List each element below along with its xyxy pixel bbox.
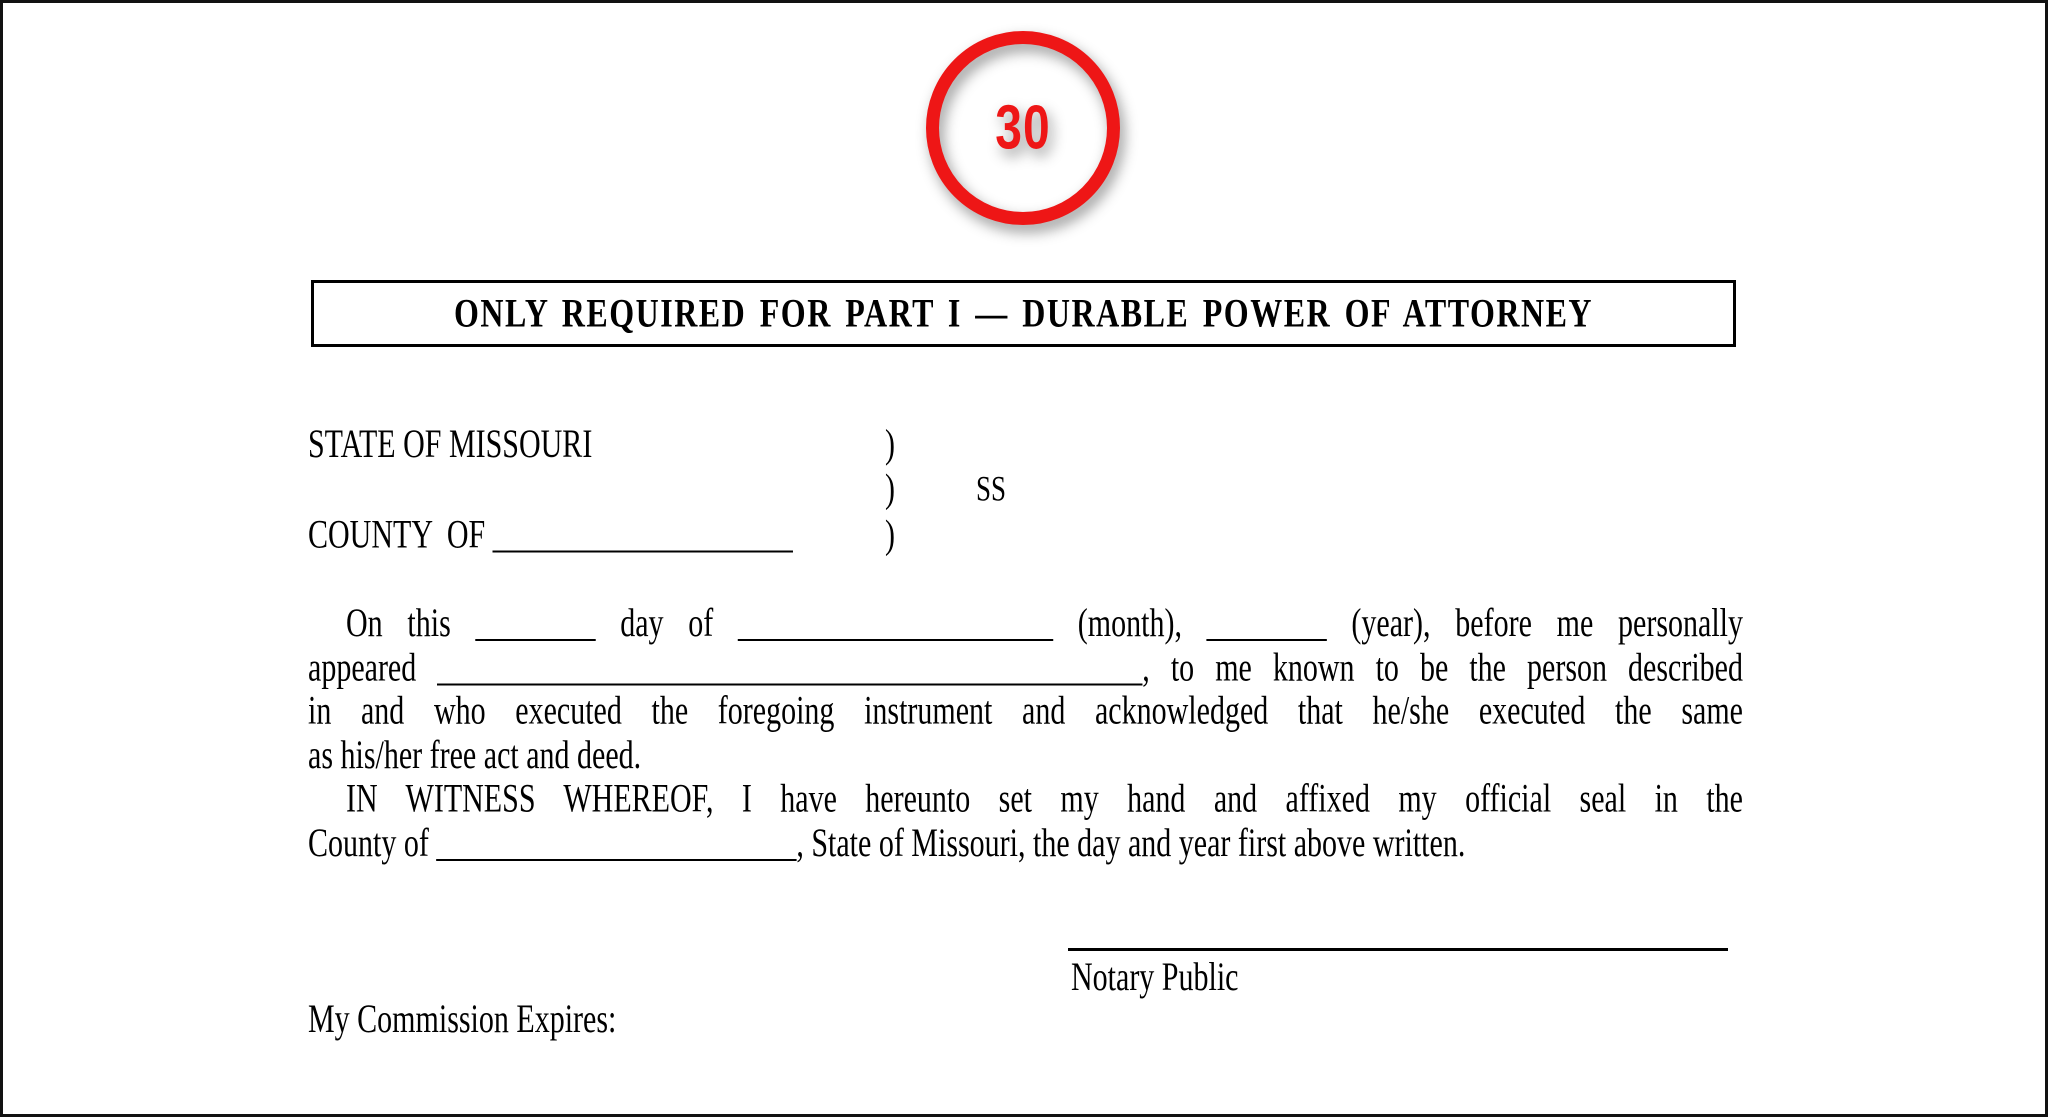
jurat-paren: ) <box>885 511 895 557</box>
jurat-county-row <box>308 512 1208 557</box>
commission-expires-label: My Commission Expires: <box>308 997 617 1042</box>
body-line: On this ________ day of _____________________ (month), ________ (year), before me personally <box>346 600 1743 646</box>
body-line: IN WITNESS WHEREOF, I have hereunto set my hand and affixed my official seal in the <box>346 776 1743 822</box>
step-number-badge <box>926 31 1120 225</box>
jurat-state-row <box>308 422 1208 467</box>
section-header-title: ONLY REQUIRED FOR PART I — DURABLE POWER OF ATTORNEY <box>453 290 1594 336</box>
body-line: in and who executed the foregoing instrument and acknowledged that he/she executed the same <box>308 688 1743 734</box>
county-label-with-blank: COUNTY OF ____________________ <box>308 511 793 557</box>
notary-signature-line <box>1068 948 1728 951</box>
jurat-block <box>308 422 1208 557</box>
jurat-paren: ) <box>885 466 895 512</box>
jurat-paren: ) <box>885 422 895 467</box>
section-header-box <box>311 280 1736 347</box>
body-line: County of ________________________, State of Missouri, the day and year first above written. <box>308 820 1466 866</box>
acknowledgment-paragraph <box>308 602 1743 866</box>
notary-public-label: Notary Public <box>1071 955 1239 1000</box>
state-label: STATE OF MISSOURI <box>308 422 593 467</box>
body-line: appeared _______________________________________________, to me known to be the person described <box>308 644 1743 690</box>
step-number: 30 <box>995 93 1051 163</box>
body-line: as his/her free act and deed. <box>308 732 642 778</box>
jurat-ss-row <box>308 467 1208 512</box>
ss-label: SS <box>976 468 1007 509</box>
